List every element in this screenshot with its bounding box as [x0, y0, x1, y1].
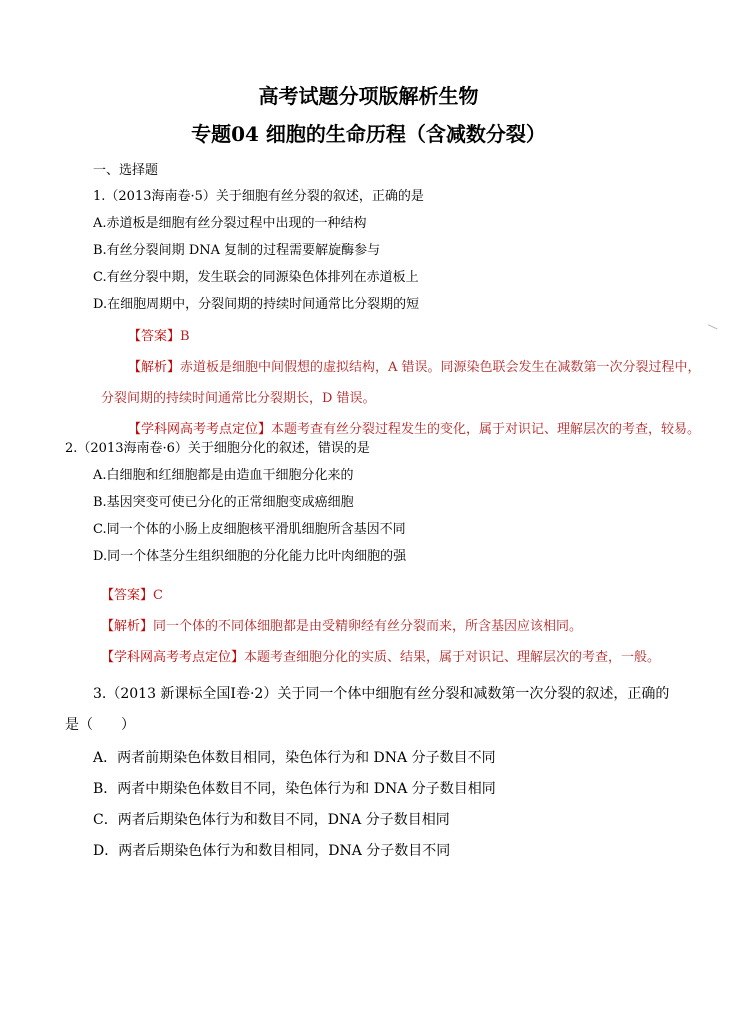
q2-option-d: D.同一个体茎分生组织细胞的分化能力比叶肉细胞的强 [93, 549, 407, 564]
q3-option-d: D．两者后期染色体行为和数目相同，DNA 分子数目不同 [93, 843, 451, 859]
q3-stem-line-1: 3.（2013 新课标全国Ⅰ卷·2）关于同一个体中细胞有丝分裂和减数第一次分裂的叙述，正确的 [93, 686, 670, 702]
q1-option-b: B.有丝分裂间期 DNA 复制的过程需要解旋酶参与 [93, 243, 381, 258]
q1-option-d: D.在细胞周期中，分裂间期的持续时间通常比分裂期的短 [93, 297, 420, 312]
q1-answer-tag: 【答案】 [128, 329, 181, 344]
q2-answer-value: C [153, 588, 163, 603]
q1-analysis-text-1: 赤道板是细胞中间假想的虚拟结构，A 错误。同源染色联会发生在减数第一次分裂过程中， [180, 360, 701, 375]
q1-option-a: A.赤道板是细胞有丝分裂过程中出现的一种结构 [93, 216, 367, 231]
q2-option-b: B.基因突变可使已分化的正常细胞变成癌细胞 [93, 495, 354, 510]
q2-point-tag: 【学科网高考考点定位】 [101, 650, 245, 665]
q1-stem: 1.（2013海南卷·5）关于细胞有丝分裂的叙述，正确的是 [93, 189, 424, 204]
q1-analysis-tag: 【解析】 [128, 360, 181, 375]
q2-option-a: A.白细胞和红细胞都是由造血干细胞分化来的 [93, 468, 354, 483]
q3-option-b: B．两者中期染色体数目不同，染色体行为和 DNA 分子数目相同 [93, 781, 496, 797]
q1-option-c: C.有丝分裂中期，发生联会的同源染色体排列在赤道板上 [93, 270, 419, 285]
q2-stem: 2.（2013海南卷·6）关于细胞分化的叙述，错误的是 [65, 441, 370, 456]
q2-analysis-text: 同一个体的不同体细胞都是由受精卵经有丝分裂而来，所含基因应该相同。 [153, 619, 583, 634]
document-subtitle: 专题04 细胞的生命历程（含减数分裂） [191, 122, 546, 146]
document-title: 高考试题分项版解析生物 [258, 84, 479, 108]
q2-option-c: C.同一个体的小肠上皮细胞核平滑肌细胞所含基因不同 [93, 522, 406, 537]
q3-stem-line-2: 是（ ） [65, 717, 135, 733]
q3-option-c: C．两者后期染色体行为和数目不同，DNA 分子数目相同 [93, 812, 450, 828]
q2-answer-tag: 【答案】 [101, 588, 154, 603]
q1-answer-value: B [180, 329, 190, 344]
q1-answer [128, 328, 190, 346]
q1-point-tag: 【学科网高考考点定位】 [128, 422, 272, 437]
watermark-mark [705, 324, 718, 336]
q1-analysis [128, 359, 701, 377]
q1-point [128, 421, 700, 439]
q1-point-text: 本题考查有丝分裂过程发生的变化，属于对识记、理解层次的考查，较易。 [271, 422, 701, 437]
q1-analysis-text-2: 分裂间期的持续时间通常比分裂期长，D 错误。 [101, 391, 376, 406]
q2-answer [101, 587, 163, 605]
q2-analysis-tag: 【解析】 [101, 619, 154, 634]
q2-point-text: 本题考查细胞分化的实质、结果，属于对识记、理解层次的考查，一般。 [244, 650, 661, 665]
section-heading: 一、选择题 [93, 163, 159, 178]
q2-point [101, 649, 660, 667]
q3-option-a: A．两者前期染色体数目相同，染色体行为和 DNA 分子数目不同 [93, 750, 496, 766]
q2-analysis [101, 618, 582, 636]
